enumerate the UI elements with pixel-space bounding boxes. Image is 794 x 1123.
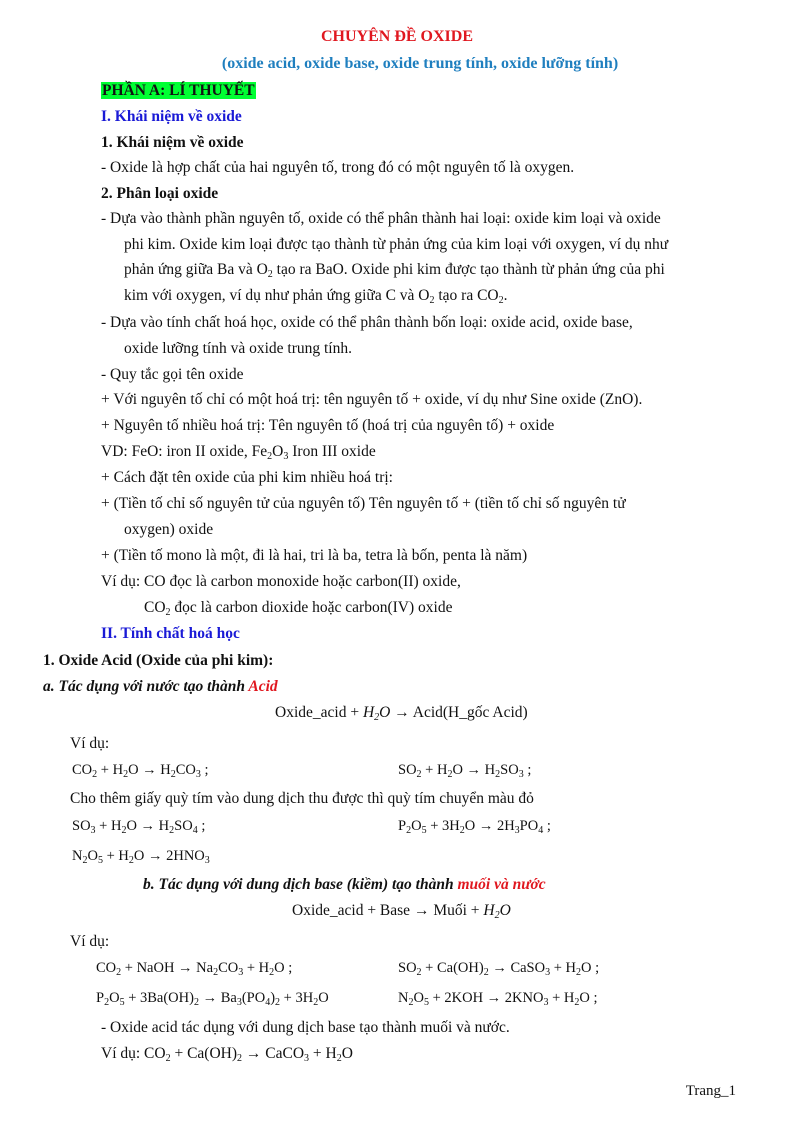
reaction-b-heading: b. Tác dụng với dung dịch base (kiềm) tạo thành muối và nước [143, 876, 546, 893]
naming-rule-2: + Nguyên tố nhiều hoá trị: Tên nguyên tố (hoá trị của nguyên tố) + oxide [101, 417, 555, 434]
reaction-a-general-equation: Oxide_acid + $H_2O$ → Acid(H_gốc Acid) [275, 704, 528, 723]
prefix-rule: + (Tiền tố mono là một, đi là hai, tri là ba, tetra là bốn, penta là năm) [101, 547, 528, 564]
naming-rule-1: + Với nguyên tố chỉ có một hoá trị: tên nguyên tố + oxide, ví dụ như Sine oxide (ZnO). [101, 391, 643, 408]
equation-co2-water: $CO_2 + H_2O \to H_2CO_3$ ; [72, 762, 209, 780]
base-reaction-example: Ví dụ: $CO_2 + Ca(OH)_2$ → CaCO$_3$ + $H_2O$ [101, 1045, 353, 1064]
equation-so3-water: $SO_3 + H_2O \to H_2SO_4$ ; [72, 818, 206, 836]
classification-para-1-line-3: phản ứng giữa Ba và $O_2$ tạo ra BaO. Oxide phi kim được tạo thành từ phản ứng của phi [124, 261, 665, 280]
naming-example: VD: FeO: iron II oxide, $Fe_2O_3$ Iron III oxide [101, 443, 376, 462]
naming-rule-4-line-1: + (Tiền tố chỉ số nguyên tử của nguyên tố) Tên nguyên tố + (tiền tố chỉ số nguyên tử [101, 495, 626, 512]
naming-rule-3: + Cách đặt tên oxide của phi kim nhiều hoá trị: [101, 469, 393, 486]
classification-para-1-line-2: phi kim. Oxide kim loại được tạo thành từ phản ứng của kim loại với oxygen, ví dụ như [124, 236, 669, 253]
base-reaction-summary: - Oxide acid tác dụng với dung dịch base tạo thành muối và nước. [101, 1019, 510, 1036]
part-a-heading: PHẦN A: LÍ THUYẾT [102, 82, 255, 99]
naming-rule-heading: - Quy tắc gọi tên oxide [101, 366, 244, 383]
oxide-acid-heading: 1. Oxide Acid (Oxide của phi kim): [43, 652, 274, 669]
example-label-2: Ví dụ: [70, 933, 110, 950]
subsection-1-heading: 1. Khái niệm về oxide [101, 134, 244, 151]
document-title: CHUYÊN ĐỀ OXIDE [320, 28, 473, 45]
classification-para-2-line-1: - Dựa vào tính chất hoá học, oxide có thể phân thành bốn loại: oxide acid, oxide base, [101, 314, 633, 331]
equation-co2-naoh: $CO_2$ + NaOH → $Na_2CO_3 + H_2O$ ; [96, 960, 293, 978]
equation-p2o5-water: $P_2O_5 + 3H_2O \to 2H_3PO_4$ ; [398, 818, 551, 836]
equation-so2-water: $SO_2 + H_2O \to H_2SO_3$ ; [398, 762, 532, 780]
reaction-b-general-equation: Oxide_acid + Base → Muối + $H_2O$ [292, 902, 511, 921]
section-1-heading: I. Khái niệm về oxide [101, 108, 242, 125]
example-label: Ví dụ: [70, 735, 110, 752]
reaction-a-heading: a. Tác dụng với nước tạo thành Acid [43, 678, 278, 695]
page-number: Trang_1 [685, 1083, 736, 1099]
equation-n2o5-koh: $N_2O_5 + 2KOH \to 2KNO_3 + H_2O$ ; [398, 990, 598, 1008]
section-2-heading: II. Tính chất hoá học [101, 625, 240, 642]
classification-para-1-line-1: - Dựa vào thành phần nguyên tố, oxide có thể phân thành hai loại: oxide kim loại và oxide [101, 210, 661, 227]
document-subtitle: (oxide acid, oxide base, oxide trung tính, oxide lưỡng tính) [221, 55, 619, 72]
equation-so2-caoh2: $SO_2 + Ca(OH)_2$ → CaSO$_3$ + $H_2O$ ; [398, 960, 600, 978]
prefix-example-2: $CO_2$ đọc là carbon dioxide hoặc carbon(IV) oxide [144, 599, 453, 618]
prefix-example-1: Ví dụ: CO đọc là carbon monoxide hoặc carbon(II) oxide, [101, 573, 461, 590]
classification-para-1-line-4: kim với oxygen, ví dụ như phản ứng giữa C và $O_2$ tạo ra $CO_2$. [124, 287, 508, 306]
naming-rule-4-line-2: oxygen) oxide [124, 521, 214, 538]
oxide-definition: - Oxide là hợp chất của hai nguyên tố, trong đó có một nguyên tố là oxygen. [101, 159, 575, 176]
litmus-note: Cho thêm giấy quỳ tím vào dung dịch thu được thì quỳ tím chuyển màu đỏ [70, 790, 534, 807]
subsection-2-heading: 2. Phân loại oxide [101, 185, 219, 202]
equation-p2o5-baoh2: $P_2O_5 + 3Ba(OH)_2 \to Ba_3(PO_4)_2 + 3H_2O$ [96, 990, 329, 1008]
equation-n2o5-water: $N_2O_5 + H_2O \to 2HNO_3$ [72, 848, 210, 866]
classification-para-2-line-2: oxide lưỡng tính và oxide trung tính. [124, 340, 352, 357]
